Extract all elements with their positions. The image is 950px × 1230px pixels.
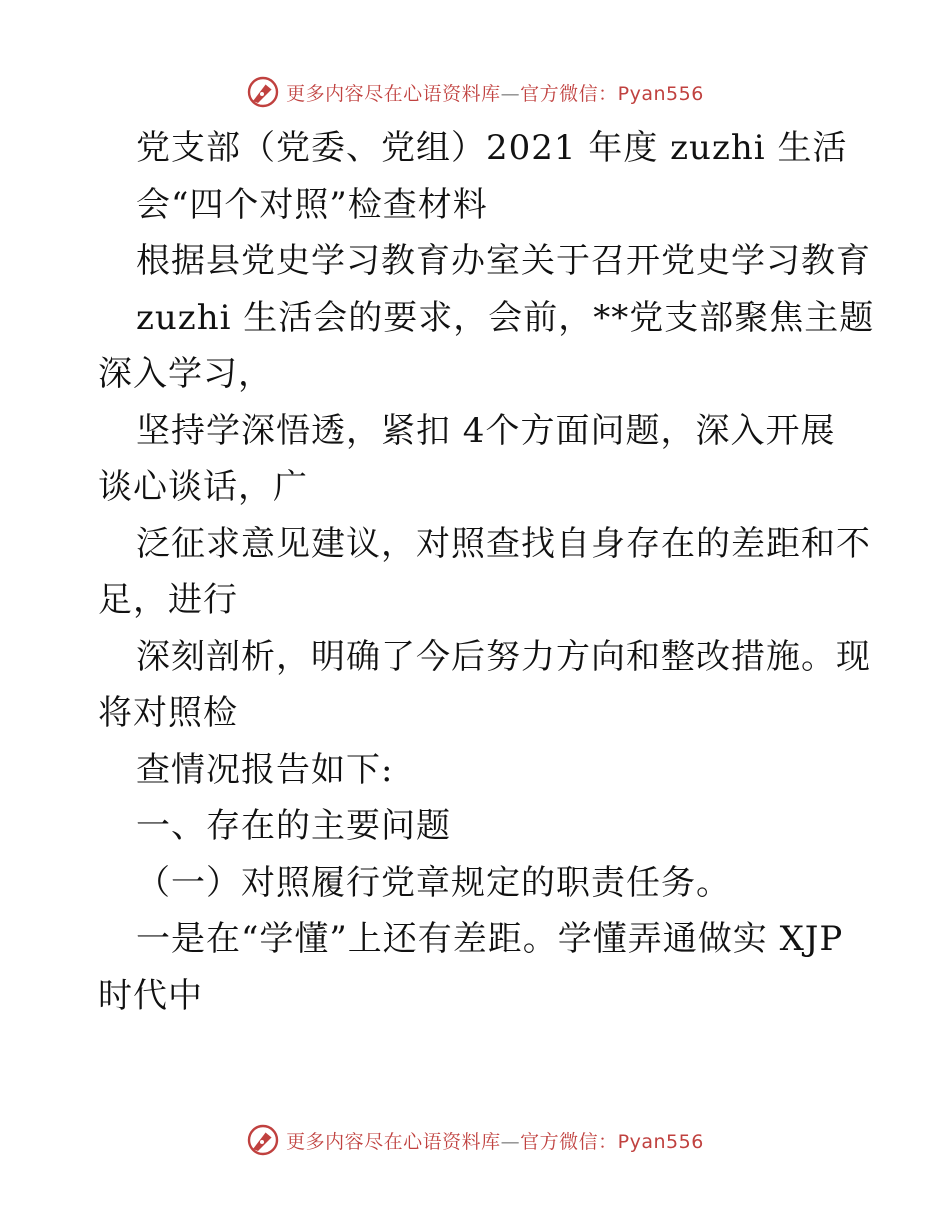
- doc-title-line-1: 党支部（党委、党组）2021 年度 zuzhi 生活: [136, 128, 848, 168]
- banner-wechat-text: 官方微信：Pyan556: [520, 1130, 704, 1153]
- doc-paragraph-line: 深入学习，: [98, 354, 273, 394]
- subsection-heading: （一）对照履行党章规定的职责任务。: [136, 862, 731, 903]
- banner-site-text: 更多内容尽在心语资料库: [286, 82, 501, 105]
- doc-paragraph-line: 坚持学深悟透，紧扣 4个方面问题，深入开展: [136, 410, 836, 451]
- banner-wechat-text: 官方微信：Pyan556: [520, 82, 704, 105]
- doc-title-line-2: 会“四个对照”检查材料: [136, 184, 488, 225]
- banner-dash: —: [500, 1130, 521, 1153]
- doc-paragraph-line: zuzhi 生活会的要求，会前，**党支部聚焦主题: [136, 297, 875, 338]
- doc-paragraph-line: 谈心谈话，广: [98, 467, 308, 507]
- doc-paragraph-line: 深刻剖析，明确了今后努力方向和整改措施。现: [136, 636, 871, 677]
- document-body: [98, 120, 875, 1024]
- banner-dash: —: [500, 82, 521, 105]
- doc-paragraph-line: 足，进行: [98, 580, 238, 620]
- banner-text: [286, 1127, 704, 1154]
- header-banner: [0, 72, 950, 112]
- doc-paragraph-line: 将对照检: [98, 693, 238, 733]
- doc-paragraph-line: 根据县党史学习教育办室关于召开党史学习教育: [136, 241, 871, 281]
- pen-nib-logo-icon: [246, 75, 280, 109]
- banner-site-text: 更多内容尽在心语资料库: [286, 1130, 501, 1153]
- doc-paragraph-line: 泛征求意见建议，对照查找自身存在的差距和不: [136, 523, 871, 564]
- doc-paragraph-line: 一是在“学懂”上还有差距。学懂弄通做实 XJP: [136, 919, 844, 959]
- section-heading: 一、存在的主要问题: [136, 806, 451, 846]
- doc-paragraph-line: 查情况报告如下:: [136, 749, 394, 790]
- footer-banner: [0, 1120, 950, 1160]
- pen-nib-logo-icon: [246, 1123, 280, 1157]
- doc-paragraph-line: 时代中: [98, 975, 203, 1016]
- banner-text: [286, 79, 704, 106]
